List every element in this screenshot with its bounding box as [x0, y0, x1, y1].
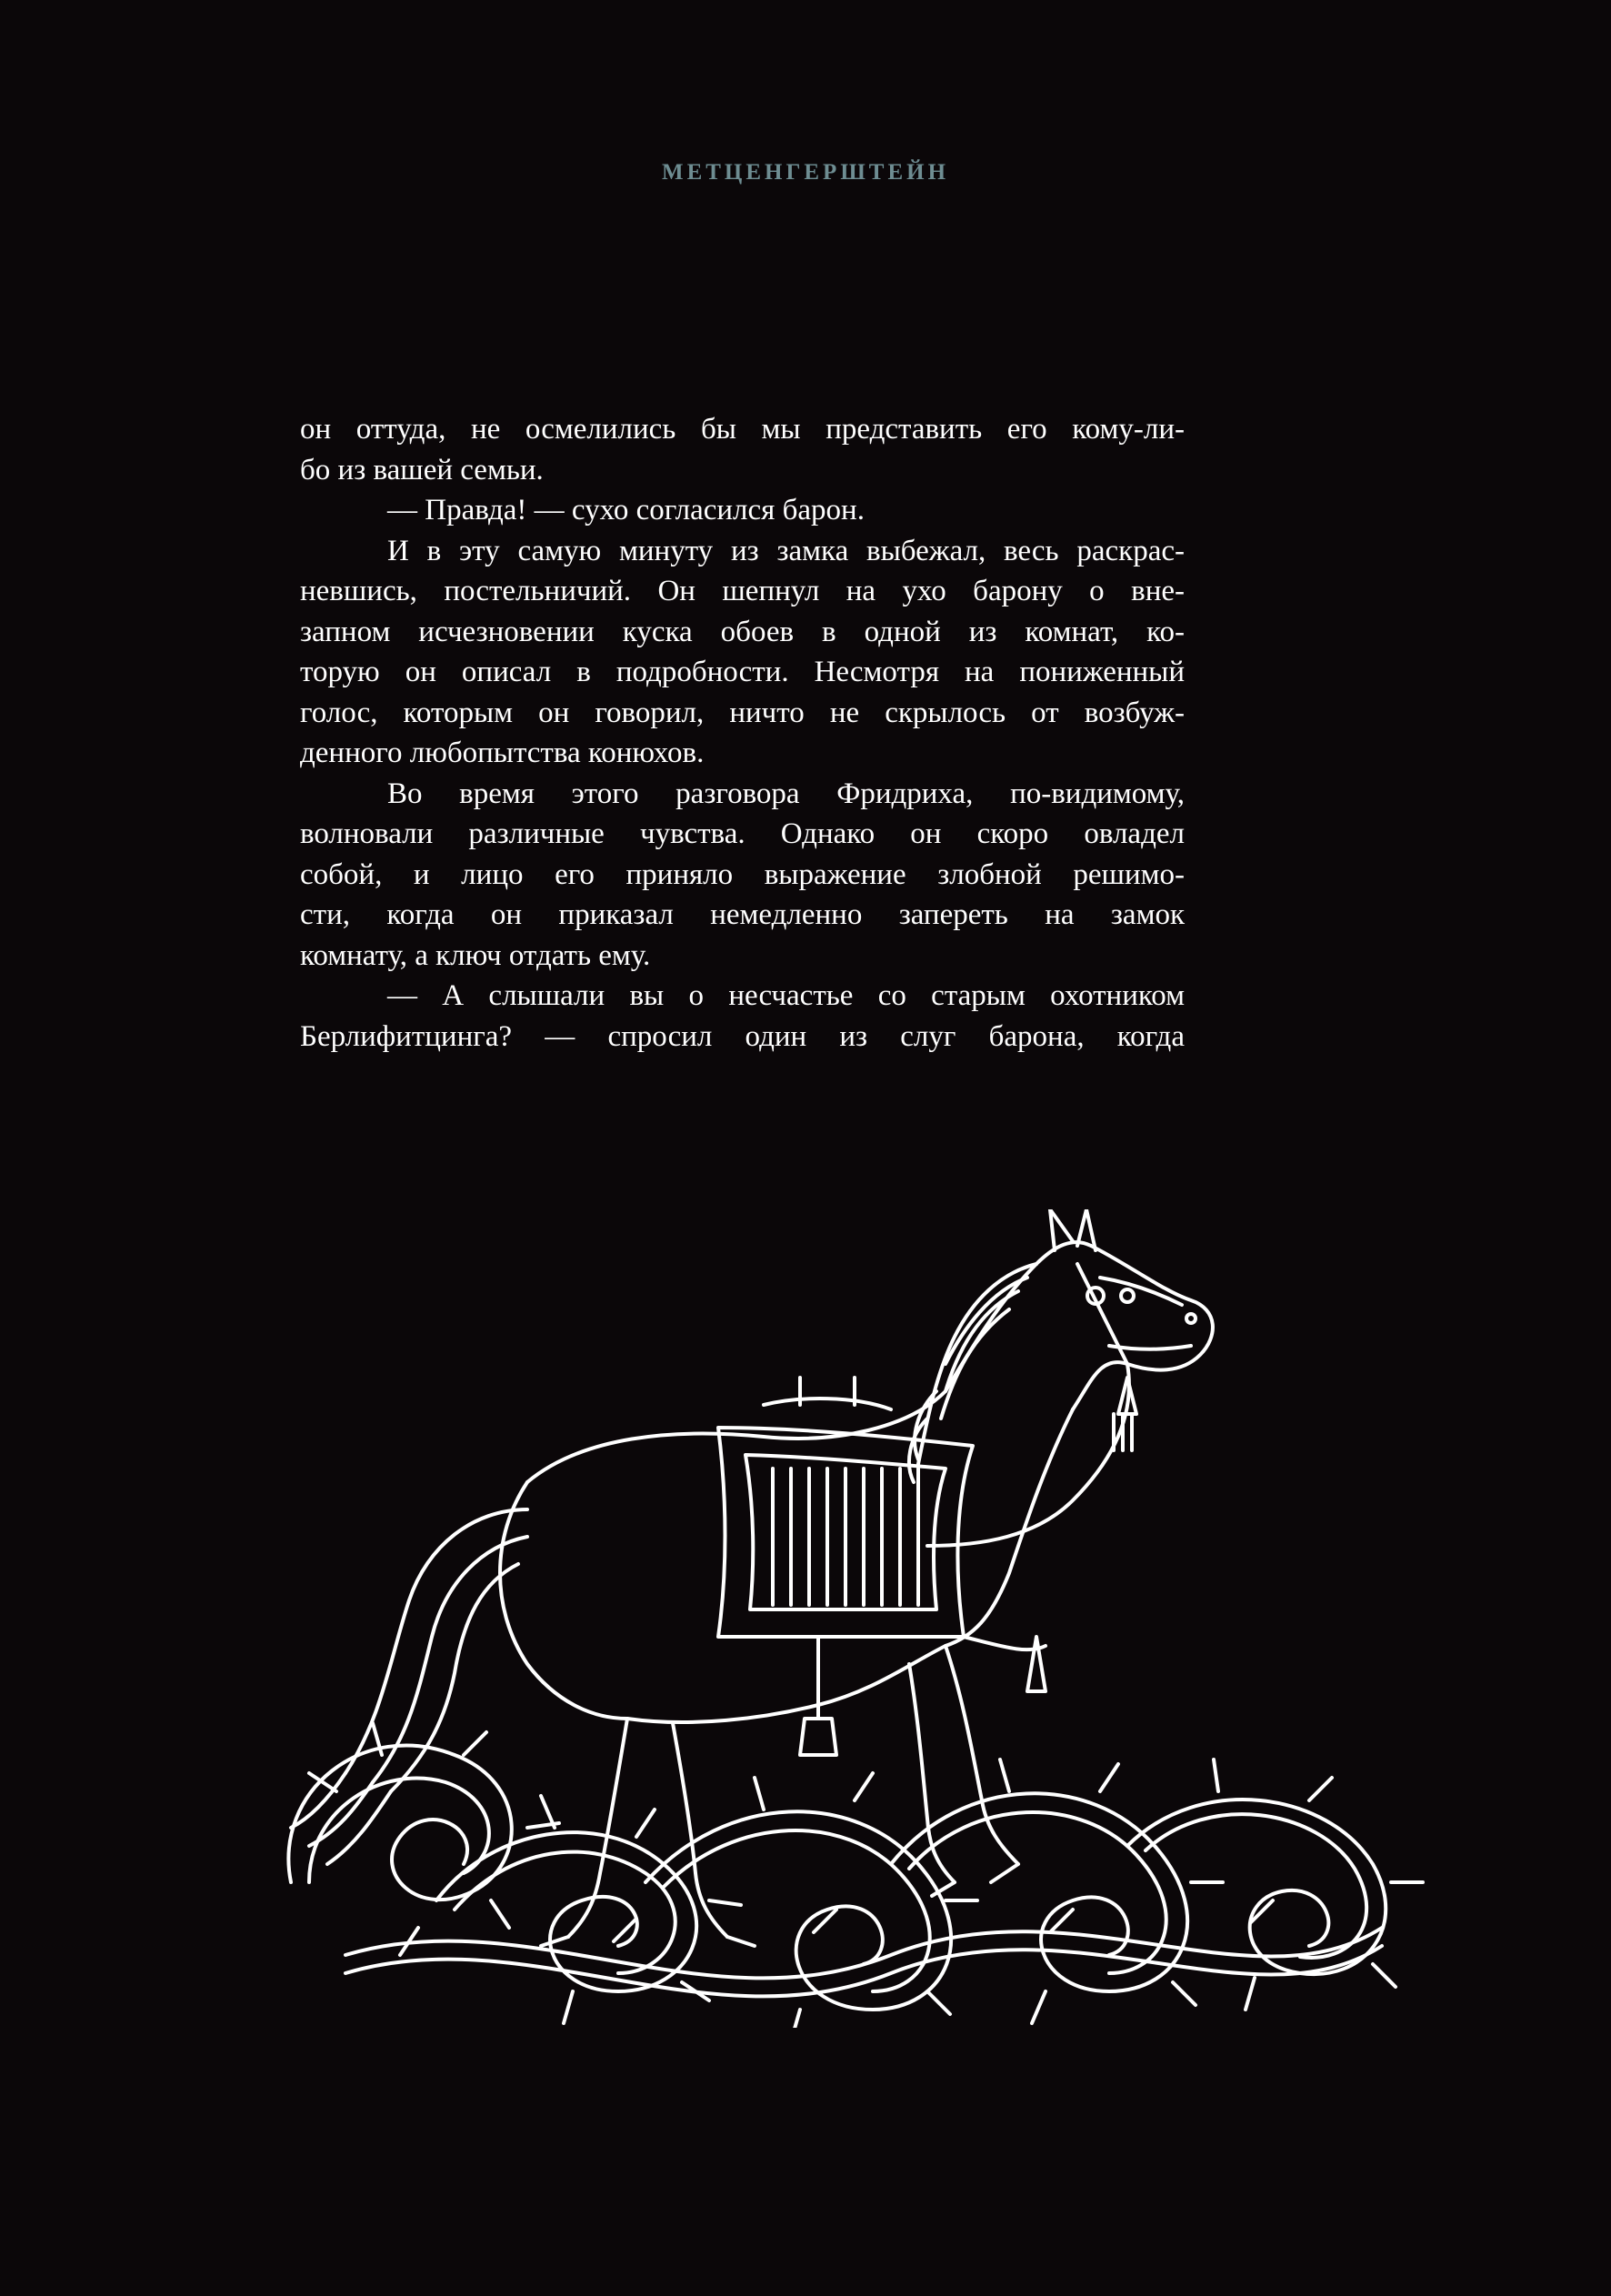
text-line: собой, и лицо его приняло выражение злобной решимо-: [300, 857, 1185, 891]
horse-illustration: [255, 1209, 1436, 2028]
body-text: [300, 409, 1185, 1057]
text-line: Во время этого разговора Фридриха, по-видимому,: [387, 777, 1185, 810]
running-head: МЕТЦЕНГЕРШТЕЙН: [661, 160, 950, 185]
text-line: сти, когда он приказал немедленно запереть на замок: [300, 898, 1185, 931]
text-line: бо из вашей семьи.: [300, 453, 544, 486]
text-line: — Правда! — сухо согласился барон.: [387, 494, 865, 526]
thorn-vines: [288, 1723, 1423, 2028]
text-line: Берлифитцинга? — спросил один из слуг барона, когда: [300, 1019, 1185, 1053]
text-line: И в эту самую минуту из замка выбежал, весь раскрас-: [387, 534, 1185, 567]
text-line: волновали различные чувства. Однако он скоро овладел: [300, 817, 1185, 850]
text-line: невшись, постельничий. Он шепнул на ухо барону о вне-: [300, 575, 1185, 607]
text-line: торую он описал в подробности. Несмотря на пониженный: [300, 656, 1185, 688]
text-line: он оттуда, не осмелились бы мы представить его кому-ли-: [300, 413, 1185, 446]
text-line: — А слышали вы о несчастье со старым охотником: [387, 979, 1185, 1012]
text-line: комнату, а ключ отдать ему.: [300, 938, 651, 972]
text-line: голос, которым он говорил, ничто не скрылось от возбуж-: [300, 696, 1185, 729]
text-line: денного любопытства конюхов.: [300, 737, 705, 769]
text-line: запном исчезновении куска обоев в одной из комнат, ко-: [300, 615, 1185, 648]
